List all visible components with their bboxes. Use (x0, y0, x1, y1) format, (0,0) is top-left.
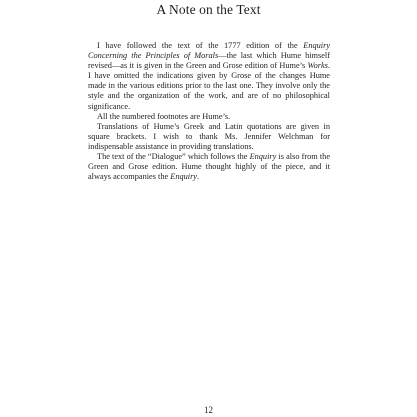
italic-title-enquiry: Enquiry Concerning the Principles of Morals (88, 41, 330, 61)
text-segment: All the numbered footnotes are Hume’s. (97, 111, 231, 121)
text-segment: . (196, 172, 200, 182)
italic-title-enquiry: Enquiry (249, 152, 277, 162)
italic-title-works: Works (307, 61, 328, 71)
page-number: 12 (204, 405, 213, 415)
paragraph-4 (88, 152, 330, 182)
page-title: A Note on the Text (156, 2, 261, 17)
text-segment: Translations of Hume’s Greek and Latin quotations are given in square brackets. I wish to thank Ms. Jennifer Welchman for indispensable assistance in providing translations. (88, 121, 330, 151)
body-text (88, 41, 330, 182)
text-segment: —the last which Hume himself revised—as it is given in the Green and Grose edition of Hume’s (88, 51, 330, 71)
paragraph-1 (88, 41, 330, 112)
text-segment: . I have omitted the indications given by Grose of the changes Hume made in the various editions prior to the last one. They involve only the style and the organization of the work, and are of no philosophical significance. (88, 61, 330, 111)
text-segment: I have followed the text of the 1777 edition of the (97, 41, 304, 50)
paragraph-3 (88, 122, 330, 152)
italic-title-enquiry: Enquiry (170, 172, 197, 182)
text-segment: The text of the “Dialogue” which follows the (97, 152, 250, 162)
text-segment: is also from the Green and Grose edition. Hume thought highly of the piece, and it always accompanies the (88, 152, 331, 182)
paragraph-2 (88, 112, 330, 122)
